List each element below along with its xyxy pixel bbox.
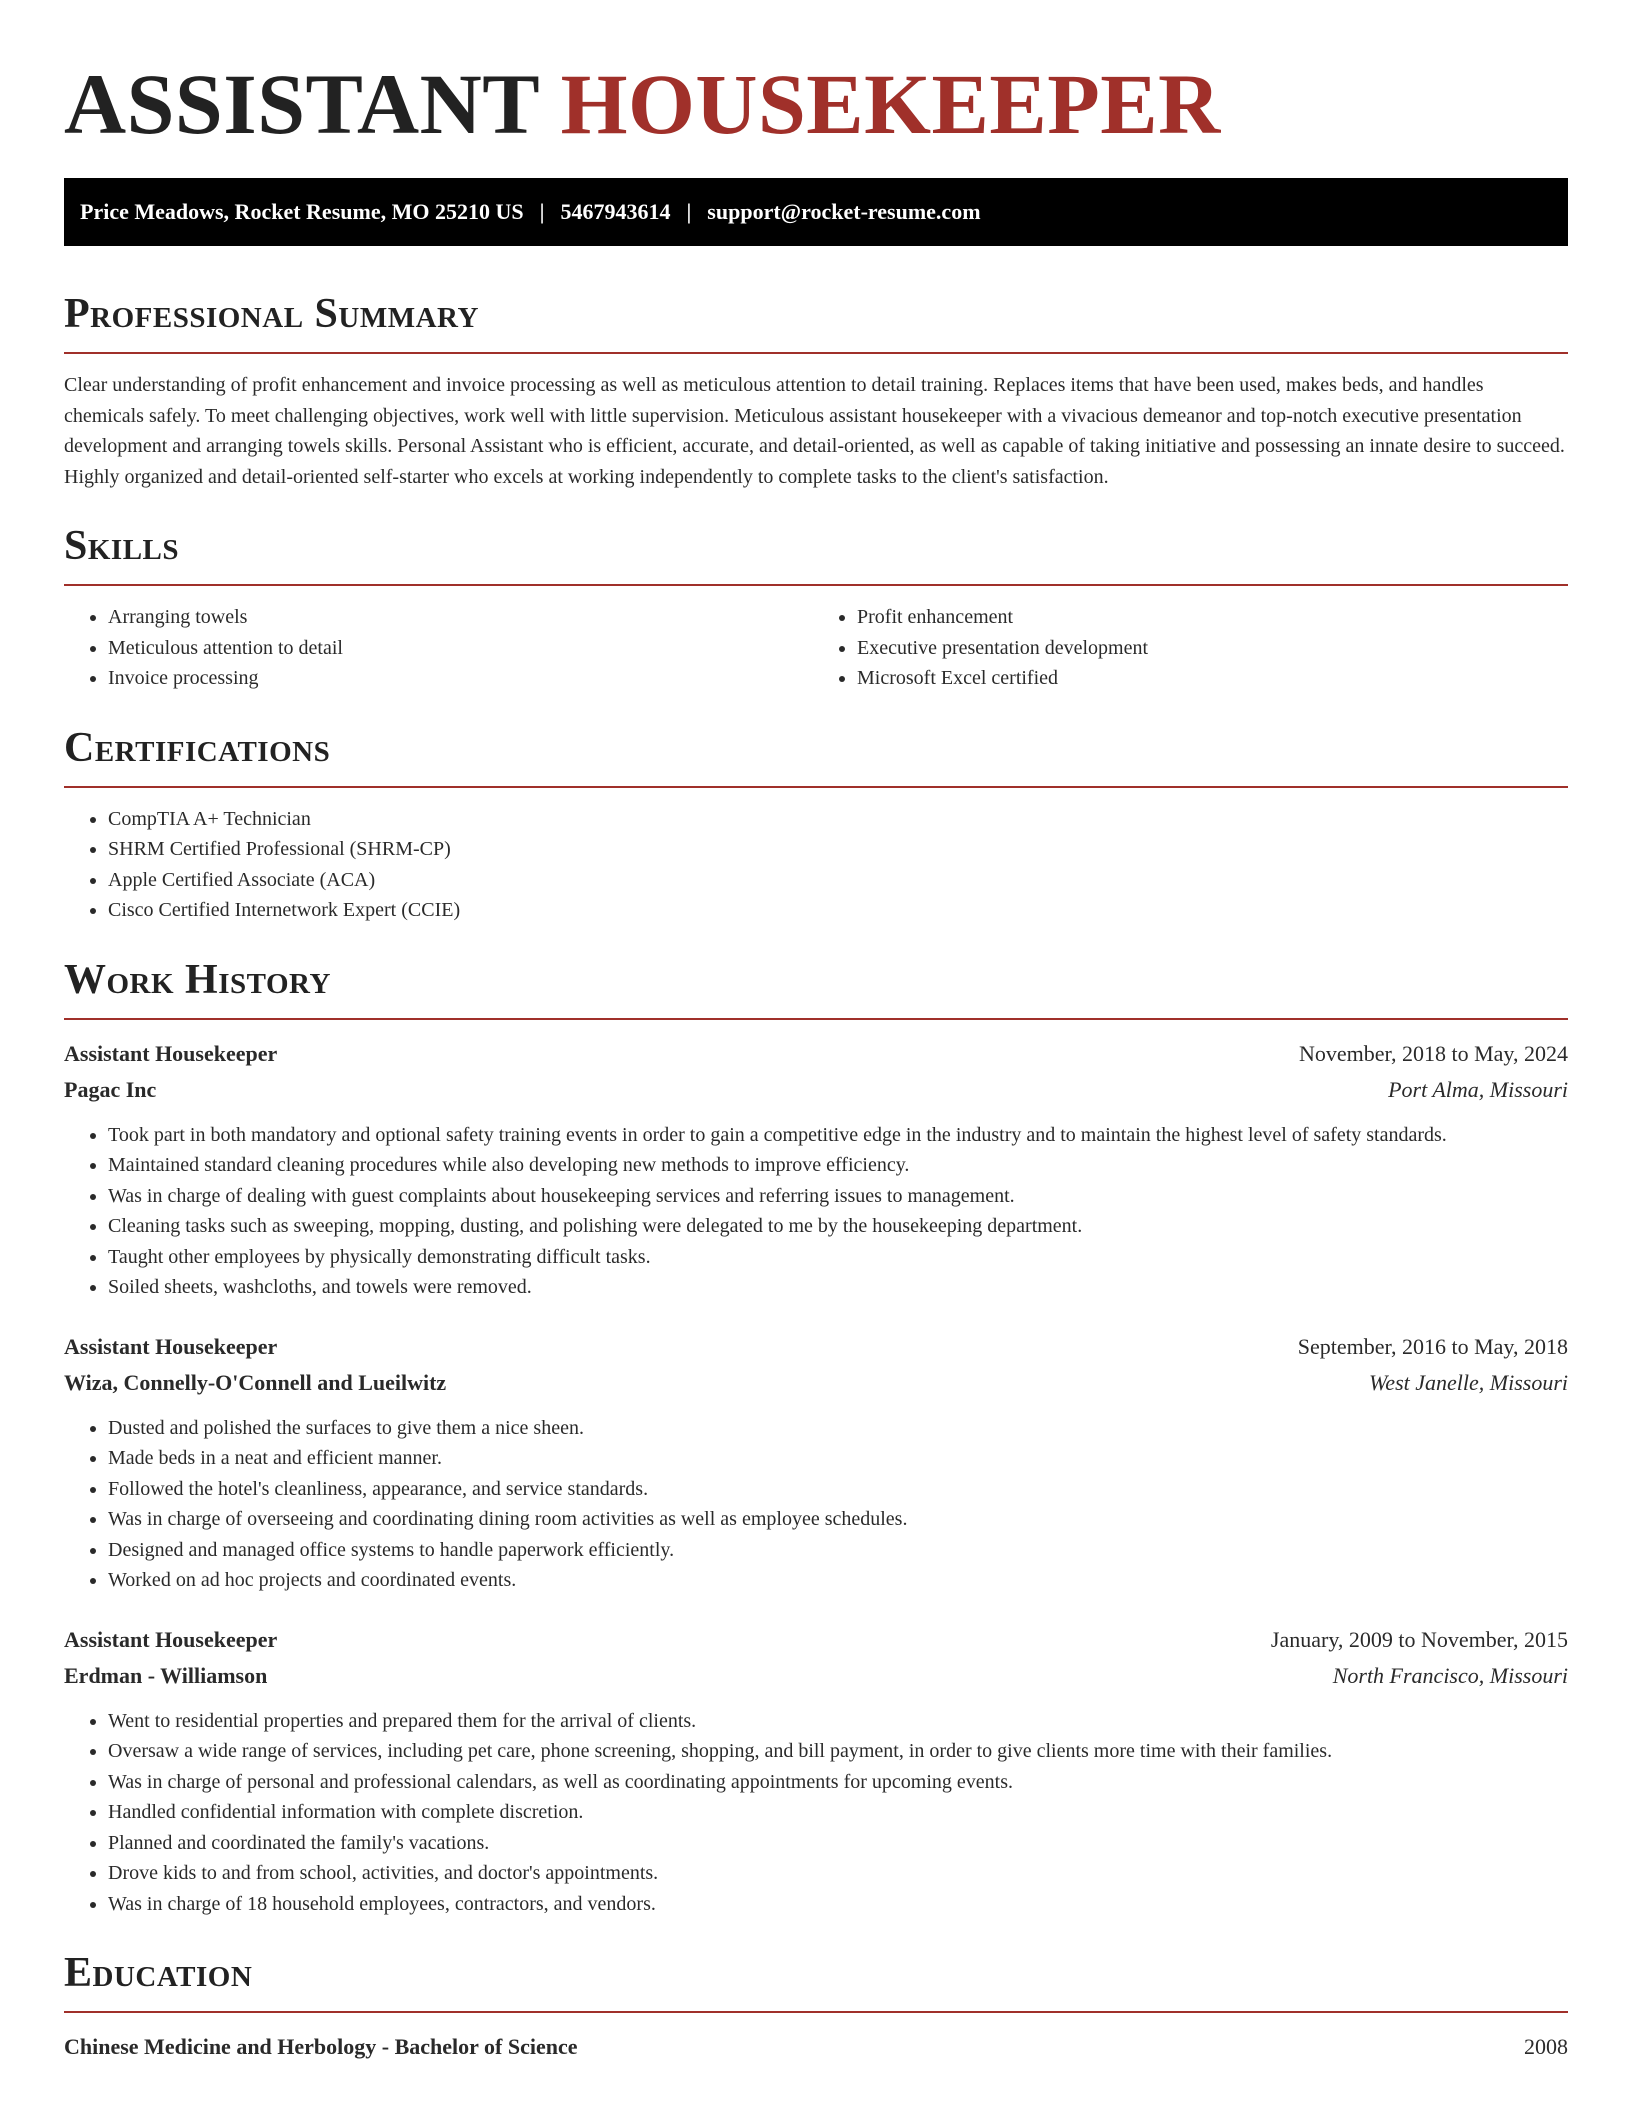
job-title: Assistant Housekeeper	[64, 1626, 278, 1652]
list-item: • CompTIA A+ Technician	[108, 804, 1568, 835]
list-item: • Designed and managed office systems to handle paperwork efficiently.	[108, 1535, 1568, 1566]
section-divider	[64, 584, 1568, 586]
contact-separator: |	[539, 199, 545, 224]
education-degree: Chinese Medicine and Herbology - Bachelor of Science	[64, 2034, 578, 2059]
job-dates: November, 2018 to May, 2024	[1299, 1040, 1568, 1066]
skills-list-left	[64, 602, 819, 694]
summary-section	[64, 288, 1568, 492]
job-header-row	[64, 1329, 1568, 1365]
job-location: North Francisco, Missouri	[1332, 1662, 1568, 1688]
section-heading-summary: Professional Summary	[64, 291, 479, 337]
job-header-row	[64, 1622, 1568, 1658]
list-item: • Executive presentation development	[857, 633, 1568, 664]
list-item: • Cisco Certified Internetwork Expert (CCIE)	[108, 895, 1568, 926]
job-entry	[64, 1622, 1568, 1920]
certifications-list	[64, 804, 1568, 926]
list-item: • Oversaw a wide range of services, including pet care, phone screening, shopping, and bill payment, in order to give clients more time with their families.	[108, 1736, 1568, 1767]
skills-section	[64, 520, 1568, 694]
section-heading-education: Education	[64, 1950, 253, 1996]
list-item: • Was in charge of dealing with guest complaints about housekeeping services and referring issues to management.	[108, 1181, 1568, 1212]
section-divider	[64, 352, 1568, 354]
job-company: Wiza, Connelly-O'Connell and Lueilwitz	[64, 1369, 447, 1395]
job-entry	[64, 1329, 1568, 1596]
job-company-row	[64, 1072, 1568, 1108]
education-year: 2008	[1524, 2034, 1568, 2059]
list-item: • Was in charge of overseeing and coordinating dining room activities as well as employee schedules.	[108, 1504, 1568, 1535]
list-item: • Arranging towels	[108, 602, 819, 633]
education-row	[64, 2029, 1568, 2065]
job-bullets	[64, 1706, 1568, 1920]
job-dates: September, 2016 to May, 2018	[1297, 1333, 1568, 1359]
list-item: • Microsoft Excel certified	[857, 663, 1568, 694]
contact-email: support@rocket-resume.com	[707, 199, 981, 224]
job-dates: January, 2009 to November, 2015	[1270, 1626, 1568, 1652]
list-item: • Followed the hotel's cleanliness, appearance, and service standards.	[108, 1474, 1568, 1505]
list-item: • Handled confidential information with complete discretion.	[108, 1797, 1568, 1828]
list-item: • Worked on ad hoc projects and coordinated events.	[108, 1565, 1568, 1596]
section-heading-skills: Skills	[64, 523, 180, 569]
contact-separator: |	[686, 199, 692, 224]
list-item: • Maintained standard cleaning procedures while also developing new methods to improve efficiency.	[108, 1150, 1568, 1181]
list-item: • Went to residential properties and prepared them for the arrival of clients.	[108, 1706, 1568, 1737]
title-part2: HOUSEKEEPER	[560, 56, 1221, 152]
list-item: • Was in charge of 18 household employees, contractors, and vendors.	[108, 1889, 1568, 1920]
education-section	[64, 1947, 1568, 2065]
list-item: • Made beds in a neat and efficient manner.	[108, 1443, 1568, 1474]
job-company-row	[64, 1365, 1568, 1401]
job-company: Erdman - Williamson	[64, 1662, 268, 1688]
list-item: • Taught other employees by physically demonstrating difficult tasks.	[108, 1242, 1568, 1273]
summary-text: Clear understanding of profit enhancement and invoice processing as well as meticulous attention to detail training. Replaces items that have been used, makes beds, and handles chemicals safely. To meet challenging objectives, work well with little supervision. Meticulous assistant housekeeper with a vivacious demeanor and top-notch executive presentation development and arranging towels skills. Personal Assistant who is efficient, accurate, and detail-oriented, as well as capable of taking initiative and possessing an innate desire to succeed. Highly organized and detail-oriented self-starter who excels at working independently to complete tasks to the client's satisfaction.	[64, 374, 1565, 488]
section-divider	[64, 2011, 1568, 2013]
job-entry	[64, 1036, 1568, 1303]
job-company-row	[64, 1658, 1568, 1694]
job-bullets	[64, 1413, 1568, 1596]
list-item: • SHRM Certified Professional (SHRM-CP)	[108, 834, 1568, 865]
list-item: • Planned and coordinated the family's vacations.	[108, 1828, 1568, 1859]
job-location: West Janelle, Missouri	[1369, 1369, 1568, 1395]
certifications-section	[64, 722, 1568, 926]
list-item: • Profit enhancement	[857, 602, 1568, 633]
list-item: • Soiled sheets, washcloths, and towels were removed.	[108, 1272, 1568, 1303]
job-title: Assistant Housekeeper	[64, 1040, 278, 1066]
resume-title	[64, 0, 1568, 152]
section-divider	[64, 1018, 1568, 1020]
list-item: • Cleaning tasks such as sweeping, mopping, dusting, and polishing were delegated to me by the housekeeping department.	[108, 1211, 1568, 1242]
section-divider	[64, 786, 1568, 788]
list-item: • Was in charge of personal and professional calendars, as well as coordinating appointments for upcoming events.	[108, 1767, 1568, 1798]
contact-address: Price Meadows, Rocket Resume, MO 25210 US	[80, 199, 524, 224]
contact-bar	[64, 178, 1568, 246]
job-company: Pagac Inc	[64, 1076, 157, 1102]
skills-list-right	[819, 602, 1568, 694]
list-item: • Apple Certified Associate (ACA)	[108, 865, 1568, 896]
job-title: Assistant Housekeeper	[64, 1333, 278, 1359]
job-location: Port Alma, Missouri	[1388, 1076, 1568, 1102]
title-part1: ASSISTANT	[64, 56, 539, 152]
list-item: • Drove kids to and from school, activities, and doctor's appointments.	[108, 1858, 1568, 1889]
contact-phone: 5467943614	[560, 199, 671, 224]
list-item: • Took part in both mandatory and optional safety training events in order to gain a competitive edge in the industry and to maintain the highest level of safety standards.	[108, 1120, 1568, 1151]
list-item: • Dusted and polished the surfaces to give them a nice sheen.	[108, 1413, 1568, 1444]
list-item: • Meticulous attention to detail	[108, 633, 819, 664]
list-item: • Invoice processing	[108, 663, 819, 694]
section-heading-certifications: Certifications	[64, 724, 331, 771]
job-header-row	[64, 1036, 1568, 1072]
skills-columns	[64, 602, 1568, 694]
section-heading-work-history: Work History	[64, 956, 331, 1003]
work-history-section	[64, 954, 1568, 1920]
job-bullets	[64, 1120, 1568, 1303]
